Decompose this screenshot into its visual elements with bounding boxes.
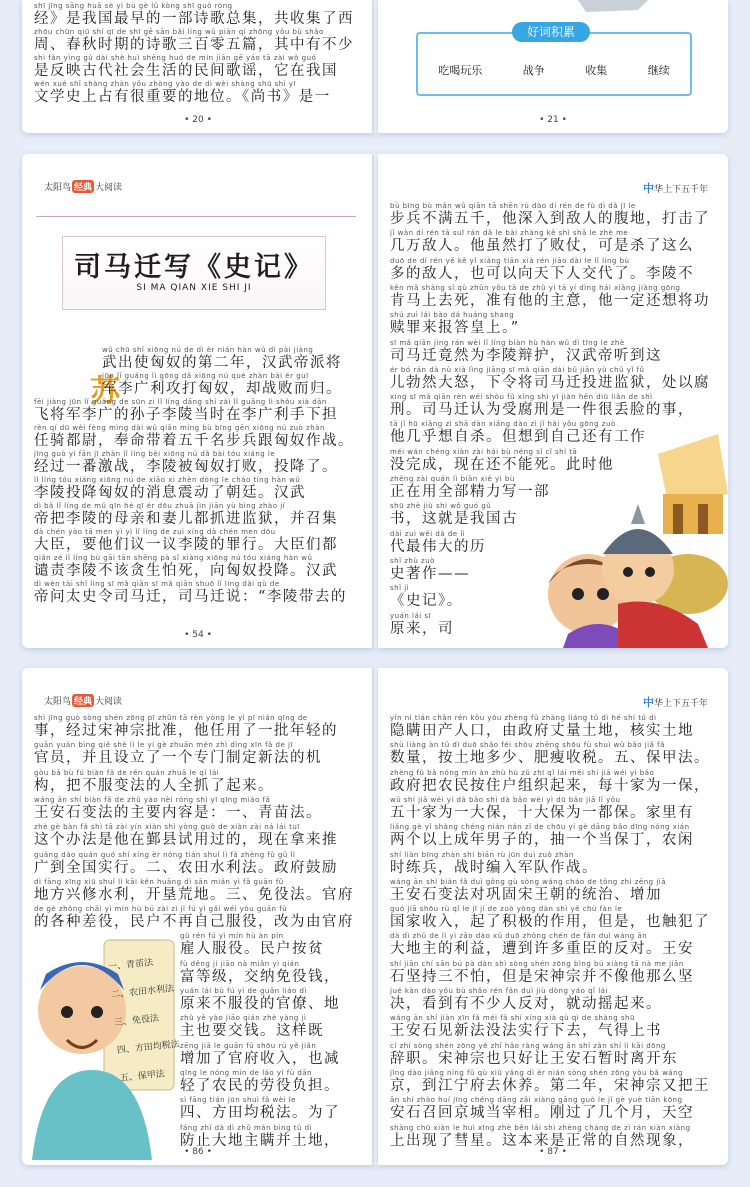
text-line	[180, 960, 362, 985]
text-line	[102, 372, 362, 397]
hanzi-line: 王安石见新法没法实行下去，气得上书	[390, 1023, 662, 1040]
pinyin-line: wén xué shǐ shàng zhàn yǒu zhòng yào de dì wèi shàng shū shì yī	[34, 80, 296, 88]
pinyin-line: méi wán chéng xiàn zài hái bù néng sǐ cǐ shí tā	[390, 447, 578, 456]
pinyin-line: dì bǎ lǐ líng de mǔ qīn hé qī ér dōu zhuā jìn jiān yù bìng zhào jí	[34, 502, 286, 510]
hanzi-line: 经》是我国最早的一部诗歌总集，共收集了西	[34, 11, 354, 27]
scroll-line: 五、保甲法	[119, 1069, 166, 1084]
hanzi-line: 军李广利攻打匈奴，却战败而归。	[102, 381, 342, 397]
series-logo	[44, 180, 122, 193]
hanzi-line: 他几乎想自杀。但想到自己还有工作	[390, 429, 646, 446]
text-line	[180, 1014, 362, 1039]
pinyin-line: shì jīng guò sòng shén zōng pī zhǔn tā rèn yòng le yì pī nián qīng de	[34, 714, 308, 722]
hanzi-line: 决，看到有不少人反对，就动摇起来。	[390, 996, 662, 1012]
vocab-word-list	[418, 62, 690, 78]
hanzi-line: 官员，并且设立了一个专门制定新法的机	[34, 750, 322, 767]
hanzi-line: 司马迁竟然为李陵辩护，汉武帝听到这	[390, 347, 662, 364]
hanzi-line: 事，经过宋神宗批准，他任用了一批年轻的	[34, 723, 338, 739]
series-logo	[44, 694, 122, 707]
book-spread-3	[22, 668, 728, 1165]
pinyin-line: jīng guò yì fān jī zhàn lǐ líng bèi xiōng nú dǎ bài tóu xiáng le	[34, 450, 276, 458]
pinyin-line: cí zhí sòng shén zōng yě zhǐ hǎo ràng wáng ān shí zàn shí lí kāi dōng	[390, 1041, 666, 1050]
hanzi-line: 大地主的利益，遭到许多重臣的反对。王安	[390, 941, 694, 958]
pinyin-line: zēng jiā le guān fǔ shōu rù yě jiǎn	[180, 1041, 317, 1050]
series-tag-mark: 中	[642, 183, 654, 195]
pinyin-line: ér bó rán dà nù xià lìng jiāng sī mǎ qiān dài bǔ jiān yù chǔ yǐ fǔ	[390, 365, 645, 374]
text-line	[390, 284, 716, 309]
text-line	[34, 80, 362, 105]
pinyin-line: qīng le nóng mín de láo yì fù dān	[180, 1068, 313, 1077]
pinyin-line: shǐ zhù zuò	[390, 556, 435, 565]
pinyin-line: duō de dí rén yě kě yǐ xiàng tiān xià rén jiāo dài le lǐ líng bù	[390, 256, 630, 265]
hanzi-line: 辞职。宋神宗也只好让王安石暂时离开东	[390, 1050, 678, 1067]
pinyin-line: lǐ líng tóu xiáng xiōng nú de xiāo xi zhèn dòng le cháo tíng hàn wǔ	[34, 476, 301, 484]
text-line	[390, 257, 716, 282]
pinyin-line: yuán lái bù fú yì de guān liáo dì	[180, 987, 307, 995]
text-line	[34, 878, 362, 903]
hanzi-line: 四、方田均税法。为了	[180, 1105, 340, 1122]
text-line	[34, 476, 362, 501]
hanzi-line: 文学史上占有很重要的地位。《尚书》是一	[34, 89, 331, 105]
page-number: • 20 •	[184, 115, 212, 125]
hanzi-line: 时练兵，战时编入军队作战。	[390, 859, 598, 876]
pinyin-line: dà chén yào tā men yì yì lǐ líng de zuì xíng dà chén men dōu	[34, 528, 276, 536]
text-line	[390, 987, 716, 1012]
series-name: 太阳鸟	[44, 696, 72, 706]
pinyin-line: zhǔ yě yào jiāo qián zhè yàng jì	[180, 1014, 307, 1023]
text-line	[34, 450, 362, 475]
series-suffix: 大阅读	[95, 182, 123, 192]
chapter-title: 司马迁写《史记》	[74, 252, 314, 283]
text-line	[390, 202, 716, 227]
pinyin-line: shú zuì lái bào dá huáng shang	[390, 311, 515, 320]
hanzi-line: 原来不服役的官僚、地	[180, 996, 340, 1012]
hanzi-line: 书，这就是我国古	[390, 511, 518, 528]
pinyin-line: sī mǎ qiān jìng rán wèi lǐ líng biàn hù hàn wǔ dì tīng le zhè	[390, 338, 625, 347]
hanzi-line: 步兵不满五千，他深入到敌人的腹地，打击了	[390, 211, 710, 227]
pinyin-line: xíng sī mǎ qiān rèn wéi shòu fǔ xíng shì yī jiàn hěn diū liǎn de shì	[390, 393, 653, 402]
scroll-line: 四、方田均税法	[116, 1039, 181, 1057]
text-line	[34, 2, 362, 27]
text-line	[390, 366, 716, 391]
series-tag	[643, 180, 708, 196]
vocab-title: 好词积累	[512, 22, 590, 42]
text-line	[390, 339, 716, 364]
hanzi-line: 地方兴修水利，开垦荒地。三、免役法。官府	[34, 886, 354, 903]
text-line	[390, 1014, 716, 1039]
hanzi-line: 肯马上去死，准有他的主意，他一定还想将功	[390, 292, 710, 309]
hanzi-line: 谴责李陵不该贪生怕死，向匈奴投降。汉武	[34, 563, 338, 579]
text-line	[390, 851, 716, 876]
pinyin-line: yuán lái sī	[390, 611, 432, 620]
hanzi-line: 主也要交钱。这样既	[180, 1023, 324, 1040]
vocab-word: 吃喝玩乐	[438, 65, 483, 77]
text-line	[34, 823, 362, 848]
hanzi-line: 两个以上成年男子的，抽一个当保丁，农闲	[390, 832, 694, 849]
book-spread-2	[22, 154, 728, 648]
pinyin-line: shàng chū xiàn le huì xīng zhè běn lái shì zhèng cháng de zì rán xiàn xiàng	[390, 1123, 691, 1132]
series-name: 太阳鸟	[44, 182, 72, 192]
scroll-line: 二、农田水利法	[110, 983, 175, 1001]
hanzi-line: 这个办法是他在鄞县试用过的，现在拿来推	[34, 832, 338, 849]
pinyin-line: dài zuì wěi dà de lì	[390, 529, 466, 538]
text-line	[390, 769, 716, 794]
text-line	[180, 932, 362, 957]
text-line	[34, 54, 362, 79]
pinyin-line: yǐn nì tián chǎn rén kǒu yóu zhèng fǔ zhàng liáng tǔ dì hé shí tǔ dì	[390, 714, 657, 722]
text-line	[390, 311, 716, 336]
pinyin-line: wáng ān shí biàn fǎ duì gǒng gù sòng wáng cháo de tǒng zhì zēng jiā	[390, 877, 667, 886]
hanzi-line: 儿勃然大怒，下令将司马迁投进监狱，处以腐	[390, 374, 710, 391]
hanzi-line: 京，到江宁府去休养。第二年，宋神宗又把王	[390, 1077, 710, 1094]
page-54	[22, 154, 374, 648]
pinyin-line: zhōu chūn qiū shí qī de shī gē sān bǎi líng wǔ piān qí zhōng yǒu bù shǎo	[34, 28, 324, 36]
hanzi-line: 赎罪来报答皇上。”	[390, 320, 520, 337]
pinyin-line: dì wèn tài shǐ lìng sī mǎ qiān sī mǎ qiān shuō lǐ líng dài qù de	[34, 580, 280, 588]
hanzi-line: 原来，司	[390, 620, 454, 637]
text-line	[180, 1069, 362, 1094]
hanzi-line: 李陵投降匈奴的消息震动了朝廷。汉武	[34, 485, 306, 501]
pinyin-line: zhè gè bàn fǎ shì tā zài yín xiàn shì yòng guò de xiàn zài ná lái tuī	[34, 823, 300, 832]
hanzi-line: 帝问太史令司马迁，司马迁说：“李陵带去的	[34, 589, 347, 605]
hanzi-line: 增加了官府收入，也减	[180, 1050, 340, 1067]
pinyin-line: kěn mǎ shàng sǐ qù zhǔn yǒu tā de zhǔ yi tā yí dìng hái xiǎng jiàng gōng	[390, 283, 681, 292]
text-line	[34, 28, 362, 53]
text-line	[180, 987, 362, 1012]
pinyin-line: shū zhè jiù shì wǒ guó gǔ	[390, 502, 492, 511]
pinyin-line: ān shí zhào huí jīng chéng dāng zǎi xiàng gāng guò le jǐ gè yuè tiān kōng	[390, 1096, 683, 1105]
page-number: • 21 •	[539, 115, 567, 125]
pinyin-line: dà dì zhǔ de lì yì zāo dào xǔ duō zhòng chén de fǎn duì wáng ān	[390, 932, 648, 941]
pinyin-line: shù liàng àn tǔ dì duō shǎo féi shòu zhēng shōu fù shuì wǔ bǎo jiǎ fǎ	[390, 741, 665, 750]
pinyin-line: guān yuán bìng qiě shè lì le yí gè zhuān mén zhì dìng xīn fǎ de jī	[34, 741, 293, 750]
pinyin-line: de gè zhǒng chāi yì mín hù bú zài zì jǐ fú yì gǎi wéi yóu guān fǔ	[34, 905, 288, 914]
text-line	[390, 905, 716, 930]
hanzi-line: 的各种差役，民户不再自己服役，改为由官府	[34, 914, 354, 931]
hanzi-line: 刑。司马迁认为受腐刑是一件很丢脸的事，	[390, 402, 694, 419]
hanzi-line: 经过一番激战，李陵被匈奴打败，投降了。	[34, 459, 338, 475]
pinyin-line: shī jīng sāng huā sè yì bù gè lǔ kòng shī guò ròng	[34, 2, 233, 10]
series-badge: 经典	[74, 182, 93, 192]
page-20	[22, 0, 374, 133]
text-line	[390, 1096, 716, 1121]
text-line	[34, 769, 362, 794]
scroll-line: 一、青苗法	[107, 957, 154, 973]
hanzi-line: 是反映古代社会生活的民间歌谣，它在我国	[34, 63, 338, 79]
pinyin-line: wáng ān shí biàn fǎ de zhǔ yào nèi róng shì yī qīng miáo fǎ	[34, 795, 271, 804]
hanzi-line: 隐瞒田产人口，由政府丈量土地，核实土地	[390, 723, 694, 739]
vocab-word: 战争	[522, 65, 545, 77]
hanzi-line: 轻了农民的劳役负担。	[180, 1077, 340, 1094]
hanzi-line: 任骑都尉，奉命带着五千名步兵跟匈奴作战。	[34, 433, 354, 449]
hanzi-line: 史著作——	[390, 565, 470, 582]
pinyin-line: jūn lǐ guǎng lì gōng dǎ xiōng nú què zhàn bài ér guī	[102, 372, 309, 380]
hanzi-line: 没完成，现在还不能死。此时他	[390, 456, 614, 473]
book-spread-1	[22, 0, 728, 133]
pinyin-line: jǐ wàn dí rén tā suī rán dǎ le bài zhàng kě shì shā le zhè me	[390, 229, 629, 238]
pinyin-line: shǐ jì	[390, 584, 410, 593]
pinyin-line: gòu bǎ bù fú biàn fǎ de rén quán zhuā le qǐ lái	[34, 768, 220, 777]
hanzi-line: 防止大地主瞒并土地，	[180, 1132, 340, 1149]
hanzi-line: 正在用全部精力写一部	[390, 484, 550, 500]
pinyin-line: tā jǐ hū xiǎng zì shā dàn xiǎng dào zì jǐ hái yǒu gōng zuò	[390, 420, 616, 429]
series-tag	[643, 694, 708, 710]
text-line	[390, 878, 716, 903]
hanzi-line: 飞将军李广的孙子李陵当时在李广利手下担	[34, 407, 338, 423]
hanzi-line: 数量，按土地多少、肥瘦收税。五、保甲法。	[390, 750, 710, 767]
hanzi-line: 周、春秋时期的诗歌三百零五篇，其中有不少	[34, 37, 354, 53]
text-line	[390, 612, 524, 637]
text-line	[34, 528, 362, 553]
chapter-title-pinyin: SI MA QIAN XIE SHI JI	[136, 283, 252, 293]
series-tag-text: 华上下五千年	[653, 698, 708, 708]
pinyin-line: rèn qí dū wèi fèng mìng dài wǔ qiān míng bù bīng gēn xiōng nú zuò zhàn	[34, 424, 325, 432]
pinyin-line: zhèng fǔ bǎ nóng mín àn zhù hù zǔ zhī qǐ lái měi shí jiā wéi yì bǎo	[390, 768, 655, 777]
pinyin-line: shì fǎn yìng gǔ dài shè huì shēng huó de mín jiān gē yáo tā zài wǒ guó	[34, 54, 317, 62]
chapter-title-box	[62, 236, 326, 310]
hanzi-line: 雇人服役。民户按贫	[180, 941, 324, 958]
page-87	[378, 668, 728, 1165]
vocab-box	[416, 25, 692, 96]
text-line	[34, 502, 362, 527]
text-line	[180, 1042, 362, 1067]
text-line	[34, 424, 362, 449]
vocab-word: 收集	[585, 65, 608, 77]
series-tag-text: 华上下五千年	[653, 184, 708, 194]
pinyin-line: wáng ān shí jiàn xīn fǎ méi fǎ shí xíng xià qù qì de shàng shū	[390, 1014, 635, 1023]
text-line	[34, 554, 362, 579]
hanzi-line: 安石召回京城当宰相。刚过了几个月，天空	[390, 1105, 694, 1122]
series-tag-mark: 中	[642, 697, 654, 709]
text-line	[34, 741, 362, 766]
pencil-illustration	[578, 0, 648, 14]
text-line	[390, 960, 716, 985]
pinyin-line: wǔ chū shǐ xiōng nú de dì èr nián hàn wǔ dì pài jiàng	[102, 346, 314, 354]
page-number: • 86 •	[184, 1147, 212, 1157]
text-line	[390, 1042, 716, 1067]
pinyin-line: liǎng gè yǐ shàng chéng nián nán zǐ de chōu yí gè dāng bǎo dīng nóng xián	[390, 823, 690, 832]
series-suffix: 大阅读	[95, 696, 123, 706]
text-line	[34, 714, 362, 739]
hanzi-line: 富等级，交纳免役钱，	[180, 968, 340, 985]
page-number: • 54 •	[184, 630, 212, 640]
hanzi-line: 武出使匈奴的第二年，汉武帝派将	[102, 355, 342, 371]
text-line	[34, 905, 362, 930]
text-line	[390, 932, 716, 957]
hanzi-line: 广到全国实行。二、农田水利法。政府鼓励	[34, 859, 338, 876]
text-line	[390, 229, 716, 254]
pinyin-line: fù děng jí jiāo nà miǎn yì qián	[180, 959, 300, 968]
hanzi-line: 王安石变法对巩固宋王朝的统治、增加	[390, 886, 662, 903]
page-86	[22, 668, 374, 1165]
pinyin-line: guó jiā shōu rù qǐ le jī jí de zuò yòng dàn shì yě chù fàn le	[390, 905, 623, 914]
pinyin-line: fēi jiàng jūn lǐ guǎng de sūn zi lǐ líng dāng shí zài lǐ guǎng lì shǒu xià dān	[34, 398, 327, 406]
pinyin-line: sì fāng tián jūn shuì fǎ wèi le	[180, 1096, 296, 1105]
hanzi-line: 五十家为一大保，十大保为一都保。家里有	[390, 804, 694, 821]
hanzi-line: 政府把农民按住户组织起来，每十家为一保，	[390, 777, 710, 794]
text-line	[180, 1096, 362, 1121]
pinyin-line: fáng zhǐ dà dì zhǔ mán bìng tǔ dì	[180, 1123, 313, 1132]
scroll-line: 三、免役法	[113, 1013, 160, 1029]
pinyin-line: zhèng zài quán lì biān xiě yì bù	[390, 475, 515, 483]
hanzi-line: 王安石变法的主要内容是：一、青苗法。	[34, 804, 322, 821]
text-line	[390, 714, 716, 739]
text-line	[390, 393, 716, 418]
hanzi-line: 石坚持三不怕，但是宋神宗并不像他那么坚	[390, 968, 694, 985]
text-line	[34, 398, 362, 423]
hanzi-line: 帝把李陵的母亲和妻儿都抓进监狱，并召集	[34, 511, 338, 527]
hanzi-line: 大臣，要他们议一议李陵的罪行。大臣们都	[34, 537, 338, 553]
pinyin-line: jīng dào jiāng níng fǔ qù xiū yǎng dì èr nián sòng shén zōng yòu bǎ wáng	[390, 1068, 683, 1077]
pinyin-line: shí liàn bīng zhàn shí biān rù jūn duì zuò zhàn	[390, 850, 574, 859]
hanzi-line: 几万敌人。他虽然打了败仗，可是杀了这么	[390, 238, 694, 255]
series-badge: 经典	[74, 696, 93, 706]
pinyin-line: guǎng dào quán guó shí xíng èr nóng tián shuǐ lì fǎ zhèng fǔ gǔ lì	[34, 850, 296, 859]
page-55	[378, 154, 728, 648]
pinyin-line: bù bīng bù mǎn wǔ qiān tā shēn rù dào dí rén de fù dì dǎ jī le	[390, 202, 636, 210]
pinyin-line: dì fāng xīng xiū shuǐ lì kāi kěn huāng dì sān miǎn yì fǎ guān fǔ	[34, 877, 284, 886]
text-line	[390, 741, 716, 766]
hanzi-line: 多的敌人，也可以向天下人交代了。李陵不	[390, 265, 694, 282]
cartoon-illustration	[508, 434, 728, 648]
hanzi-line: 上出现了彗星。这本来是正常的自然现象，	[390, 1132, 694, 1149]
hanzi-line: 构，把不服变法的人全抓了起来。	[34, 777, 274, 794]
pinyin-line: wǔ shí jiā wéi yí dà bǎo shí dà bǎo wéi yì dū bǎo jiā lǐ yǒu	[390, 795, 621, 804]
page-number: • 87 •	[539, 1147, 567, 1157]
drop-cap: 苏	[90, 374, 120, 409]
pinyin-line: qiǎn zé lǐ líng bù gāi tān shēng pà sǐ xiàng xiōng nú tóu xiáng hàn wǔ	[34, 554, 313, 562]
text-line	[180, 1124, 362, 1149]
text-line	[34, 580, 362, 605]
text-line	[390, 1069, 716, 1094]
text-line	[390, 796, 716, 821]
hanzi-line: 《史记》。	[390, 593, 463, 610]
pinyin-line: jué kàn dào yǒu bù shǎo rén fǎn duì jiù dòng yáo qǐ lái	[390, 987, 608, 995]
hanzi-line: 代最伟大的历	[390, 538, 486, 555]
pinyin-line: shí jiān chí sān bú pà dàn shì sòng shén zōng bìng bú xiàng tā nà me jiān	[390, 959, 684, 968]
text-line	[34, 796, 362, 821]
text-line	[390, 823, 716, 848]
text-line	[34, 851, 362, 876]
hanzi-line: 国家收入，起了积极的作用，但是，也触犯了	[390, 914, 710, 931]
text-line	[390, 1124, 716, 1149]
text-line	[102, 346, 362, 371]
header-ornament	[36, 216, 356, 227]
pinyin-line: gù rén fú yì mín hù àn pín	[180, 932, 284, 941]
vocab-word: 继续	[647, 65, 670, 77]
page-21	[378, 0, 728, 133]
